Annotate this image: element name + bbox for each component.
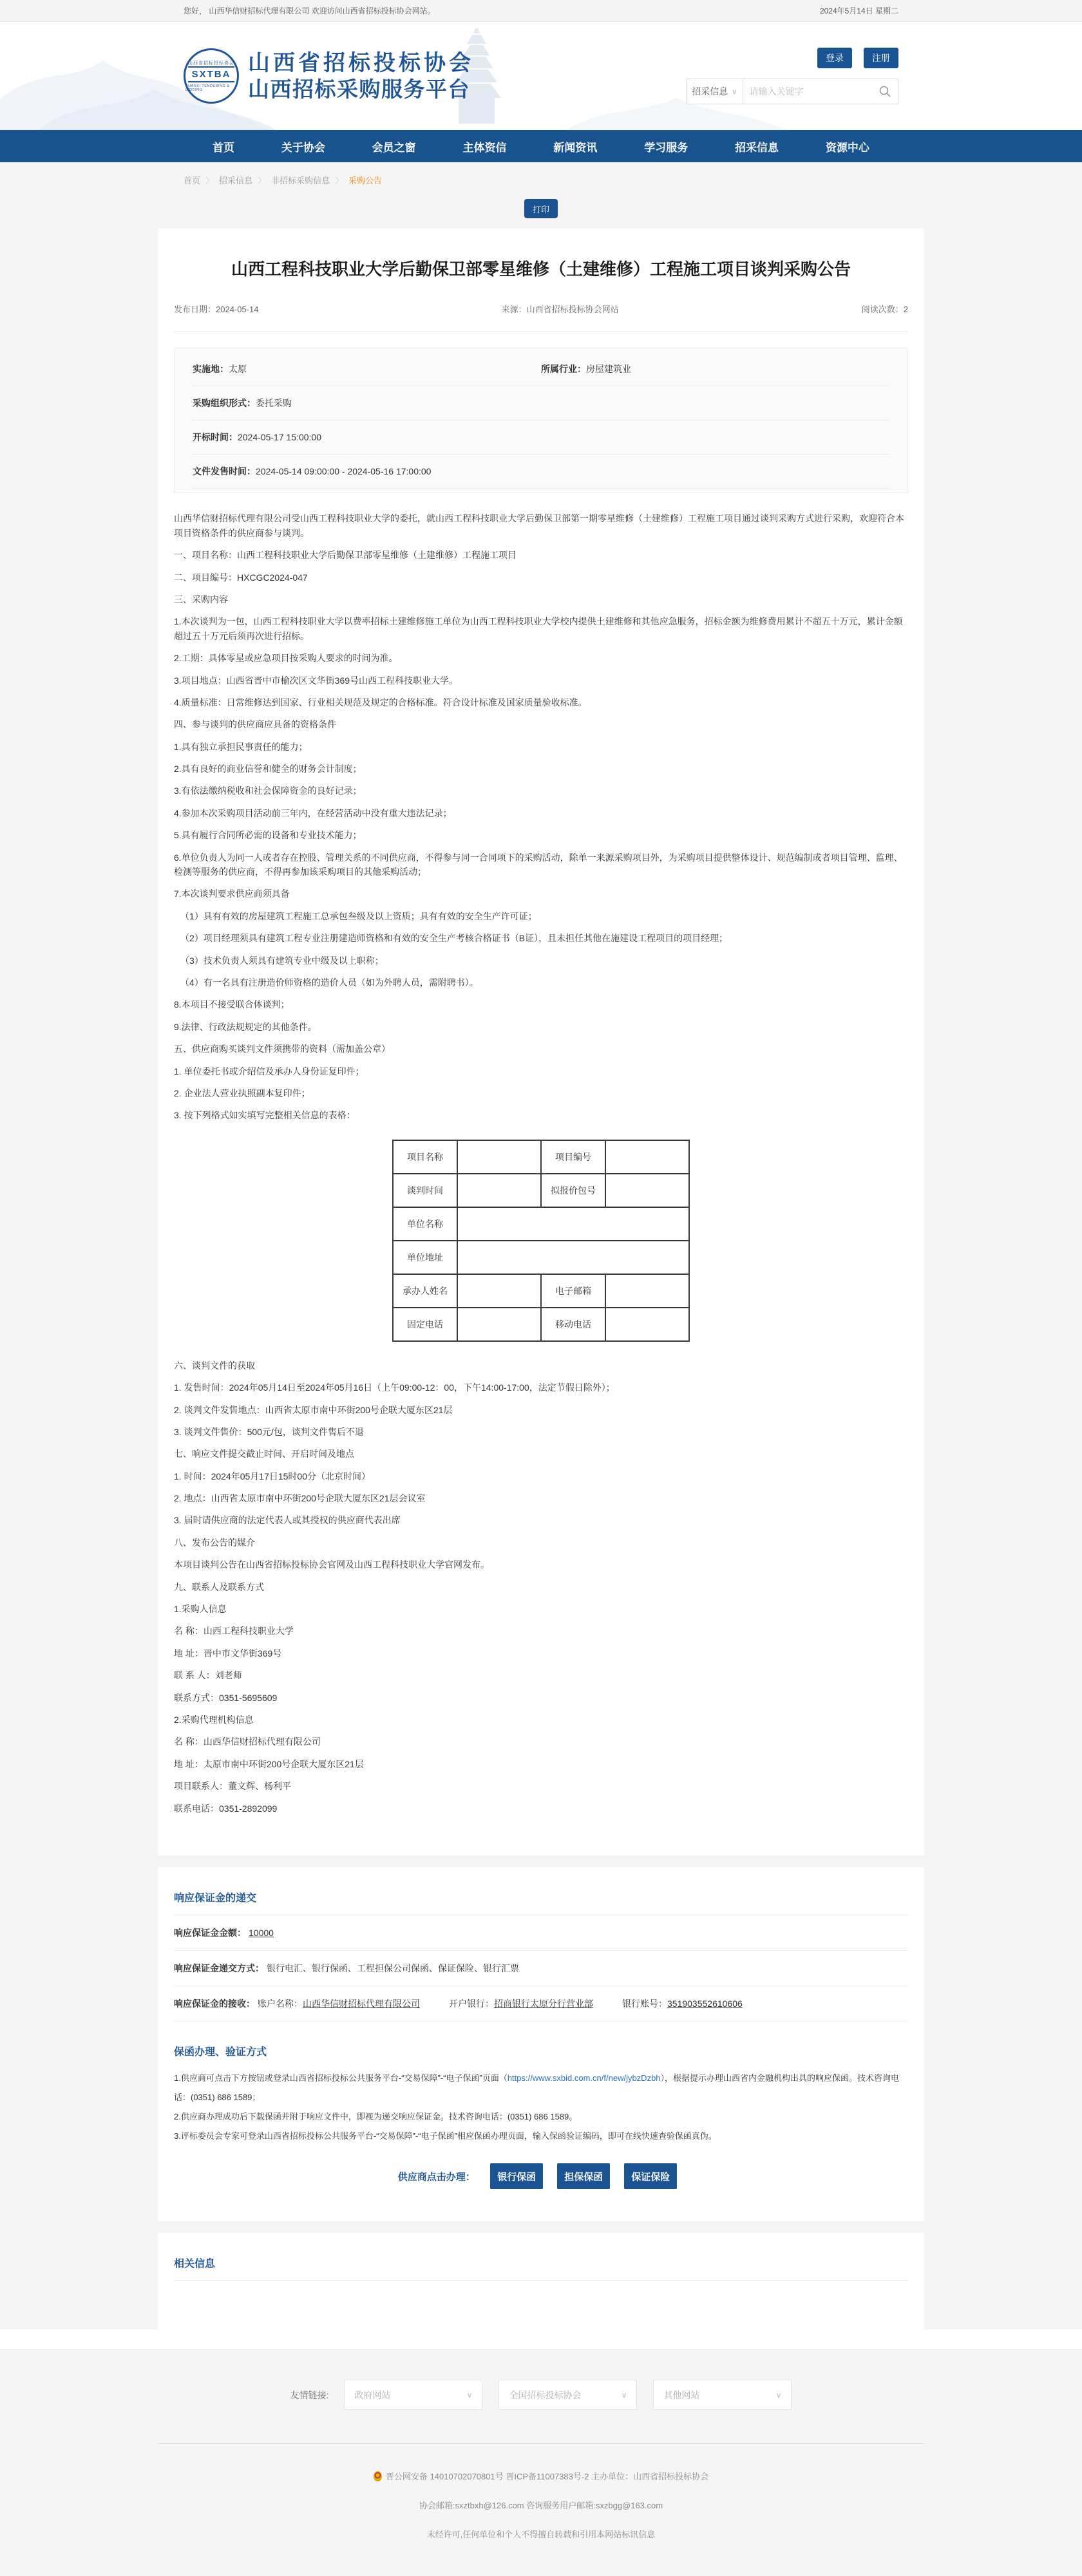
breadcrumb-separator: 〉 — [258, 176, 267, 185]
friend-link-select[interactable] — [344, 2380, 482, 2410]
body-paragraph: 联系方式：0351-5695609 — [174, 1692, 278, 1703]
info-cell — [193, 431, 889, 444]
guarantee-platform-link[interactable]: https://www.sxbid.com.cn/f/new/jybzDzbh — [507, 2073, 661, 2083]
breadcrumb-current: 采购公告 — [348, 176, 383, 185]
security-badge-icon — [374, 2471, 382, 2481]
body-paragraph: 1. 单位委托书或介绍信及承办人身份证复印件； — [174, 1066, 365, 1076]
table-label-cell: 拟报价包号 — [541, 1174, 605, 1207]
body-paragraph: 名 称：山西华信财招标代理有限公司 — [174, 1736, 321, 1747]
body-paragraph: 三、采购内容 — [174, 594, 228, 605]
guarantee-apply-button[interactable]: 银行保函 — [490, 2163, 543, 2189]
body-paragraph: 地 址：晋中市文华街369号 — [174, 1648, 282, 1659]
search-category-select[interactable] — [687, 79, 743, 104]
body-paragraph: 1.采购人信息 — [174, 1604, 227, 1615]
bond-row-value: 山西华信财招标代理有限公司 — [303, 1998, 420, 2009]
bond-row-value: 开户银行： — [449, 1998, 494, 2009]
table-label-cell: 电子邮箱 — [541, 1274, 605, 1308]
nav-item[interactable]: 资源中心 — [825, 141, 869, 154]
search-bar — [686, 79, 898, 104]
table-label-cell: 承办人姓名 — [393, 1274, 457, 1308]
nav-item[interactable]: 关于协会 — [281, 141, 325, 154]
info-label: 开标时间： — [193, 432, 238, 443]
body-paragraph: 八、发布公告的媒介 — [174, 1537, 255, 1548]
info-value: 太原 — [229, 364, 247, 375]
friend-link-select-label: 全国招标投标协会 — [509, 2389, 582, 2400]
info-value: 房屋建筑业 — [586, 364, 631, 375]
guarantee-section — [174, 2044, 908, 2190]
body-paragraph: （2）项目经理须具有建筑工程专业注册建造师资格和有效的安全生产考核合格证书（B证），且未担任其他在施建设工程项目的项目经理； — [180, 933, 728, 944]
body-paragraph: 本项目谈判公告在山西省招标投标协会官网及山西工程科技职业大学官网发布。 — [174, 1559, 489, 1570]
info-value: 委托采购 — [256, 398, 292, 409]
publish-date: 发布日期：2024-05-14 — [174, 305, 259, 315]
body-paragraph: 9.法律、行政法规规定的其他条件。 — [174, 1021, 317, 1032]
article-source: 来源：山西省招标投标协会网站 — [501, 305, 619, 315]
table-blank-cell — [457, 1140, 541, 1174]
guarantee-paragraph: 3.评标委员会专家可登录山西省招标投标公共服务平台-“交易保障”-“电子保函”相应保函办理页面，输入保函验证编码，即可在线快速查验保函真伪。 — [174, 2130, 717, 2141]
friend-links-label: 友情链接: — [290, 2389, 329, 2400]
table-label-cell: 项目名称 — [393, 1140, 457, 1174]
body-paragraph: 1.具有独立承担民事责任的能力； — [174, 741, 308, 752]
search-category-label: 招采信息 — [692, 86, 728, 97]
bond-row-label: 响应保证金金额： — [174, 1927, 246, 1938]
chevron-down-icon: ∨ — [621, 2390, 627, 2400]
table-row — [393, 1241, 689, 1274]
register-button[interactable]: 注册 — [864, 48, 898, 68]
body-paragraph: 5.具有履行合同所必需的设备和专业技术能力； — [174, 830, 362, 841]
body-paragraph: 山西华信财招标代理有限公司受山西工程科技职业大学的委托，就山西工程科技职业大学后勤保卫部第一期零星维修（土建维修）工程施工项目通过谈判采购方式进行采购，欢迎符合本项目资格条件的供应商参与谈判。 — [174, 513, 904, 538]
body-paragraph: 一、项目名称：山西工程科技职业大学后勤保卫部零星维修（土建维修）工程施工项目 — [174, 550, 517, 561]
footer-text-line: 晋公网安备 14010702070801号 晋ICP备11007383号-2 主办单位：山西省招标投标协会 — [0, 2470, 1082, 2482]
current-date: 2024年5月14日 星期二 — [819, 6, 898, 15]
info-cell — [193, 465, 889, 478]
body-paragraph: 3. 按下列格式如实填写完整相关信息的表格： — [174, 1110, 356, 1121]
nav-item[interactable]: 会员之窗 — [372, 141, 416, 154]
body-paragraph: 3. 届时请供应商的法定代表人或其授权的供应商代表出席 — [174, 1515, 401, 1526]
chevron-down-icon: ∨ — [732, 88, 737, 96]
body-paragraph: 六、谈判文件的获取 — [174, 1360, 255, 1371]
breadcrumb — [184, 162, 898, 191]
table-blank-cell — [457, 1207, 689, 1241]
info-row — [193, 420, 889, 455]
nav-item[interactable]: 招采信息 — [735, 141, 779, 154]
guarantee-apply-button[interactable]: 保证保险 — [624, 2163, 677, 2189]
table-label-cell: 单位名称 — [393, 1207, 457, 1241]
breadcrumb-link[interactable]: 首页 — [184, 176, 201, 185]
body-paragraph: 4.质量标准：日常维修达到国家、行业相关规范及规定的合格标准。符合设计标准及国家质量验收标准。 — [174, 697, 587, 708]
guarantee-paragraph: 1.供应商可点击下方按钮或登录山西省招标投标公共服务平台-“交易保障”-“电子保函”页面（https://www.sxbid.com.cn/f/new/jybzDzbh），根据提示办理山西省内金融机构出具的响应保函。技术咨询电话：(0351) 686 1589； — [174, 2073, 900, 2102]
bond-row — [174, 1951, 908, 1986]
site-name-line2: 山西招标采购服务平台 — [248, 77, 470, 101]
guarantee-apply-button[interactable]: 担保保函 — [557, 2163, 610, 2189]
bond-row-label: 响应保证金的接收： — [174, 1998, 255, 2009]
body-paragraph: （4）有一名具有注册造价师资格的造价人员（如为外聘人员，需附聘书）。 — [180, 977, 479, 988]
supplier-info-form-table — [392, 1140, 690, 1342]
body-paragraph: 1.本次谈判为一包，山西工程科技职业大学以费率招标土建维修施工单位为山西工程科技职业大学校内提供土建维修和其他应急服务，招标金额为维修费用累计不超五十万元，累计金额超过五十万元后须再次进行招标。 — [174, 616, 903, 641]
nav-item[interactable]: 主体资信 — [462, 141, 507, 154]
login-button[interactable]: 登录 — [817, 48, 852, 68]
info-label: 所属行业： — [541, 364, 586, 375]
table-row — [393, 1174, 689, 1207]
bond-row-value: 10000 — [249, 1927, 274, 1938]
table-label-cell: 固定电话 — [393, 1308, 457, 1341]
body-paragraph: 2.采购代理机构信息 — [174, 1714, 254, 1725]
footer-text-line: 协会邮箱:sxztbxh@126.com 咨询服务用户邮箱:sxzbgg@163.com — [419, 2501, 663, 2511]
body-paragraph: 2.工期：具体零星或应急项目按采购人要求的时间为准。 — [174, 653, 398, 664]
project-info-box — [174, 348, 908, 493]
body-paragraph: 四、参与谈判的供应商应具备的资格条件 — [174, 719, 336, 730]
guarantee-section-title: 保函办理、验证方式 — [174, 2046, 267, 2058]
body-paragraph: 2. 企业法人营业执照副本复印件； — [174, 1087, 310, 1098]
announcement-card — [158, 229, 924, 1856]
bond-row-value: 银行电汇、银行保函、工程担保公司保函、保证保险、银行汇票 — [267, 1962, 519, 1973]
body-paragraph: 2. 谈判文件发售地点：山西省太原市南中环街200号企联大厦东区21层 — [174, 1404, 453, 1415]
body-paragraph: 名 称：山西工程科技职业大学 — [174, 1626, 294, 1637]
bond-row-value: 银行账号： — [622, 1998, 667, 2009]
table-label-cell: 项目编号 — [541, 1140, 605, 1174]
info-label: 文件发售时间： — [193, 466, 256, 477]
table-row — [393, 1308, 689, 1341]
info-label: 采购组织形式： — [193, 398, 256, 409]
nav-item[interactable]: 新闻资讯 — [553, 141, 598, 154]
bond-row-value: 账户名称： — [258, 1998, 303, 2009]
body-paragraph: 3.项目地点：山西省晋中市榆次区文华街369号山西工程科技职业大学。 — [174, 675, 459, 686]
body-paragraph: 3. 谈判文件售价：500元/包，谈判文件售后不退 — [174, 1426, 364, 1437]
body-paragraph: 联系电话：0351-2892099 — [174, 1803, 278, 1814]
chevron-down-icon: ∨ — [466, 2390, 473, 2400]
breadcrumb-separator: 〉 — [205, 176, 214, 185]
body-paragraph: 2. 地点：山西省太原市南中环街200号企联大厦东区21层会议室 — [174, 1493, 426, 1504]
print-button[interactable]: 打印 — [524, 199, 558, 218]
body-paragraph: 6.单位负责人为同一人或者存在控股、管理关系的不同供应商，不得参与同一合同项下的采购活动，除单一来源采购项目外，为采购项目提供整体设计、规范编制或者项目管理、监理、检测等服务的供应商，不得再参加该采购项目的其他采购活动； — [174, 852, 903, 878]
article-body — [174, 511, 908, 1816]
info-value: 2024-05-17 15:00:00 — [238, 432, 321, 443]
welcome-text: 您好， 山西华信财招标代理有限公司 欢迎访问山西省招标投标协会网站。 — [184, 6, 435, 15]
related-section-title: 相关信息 — [174, 2259, 216, 2270]
body-paragraph: 7.本次谈判要求供应商须具备 — [174, 888, 290, 899]
table-row — [393, 1274, 689, 1308]
top-bar — [0, 0, 1082, 22]
related-info-card — [158, 2233, 924, 2329]
bond-row-value: 351903552610606 — [667, 1998, 743, 2009]
main-nav — [0, 130, 1082, 162]
bond-row — [174, 1986, 908, 2022]
body-paragraph: （1）具有有效的房屋建筑工程施工总承包叁级及以上资质；具有有效的安全生产许可证； — [180, 910, 537, 921]
nav-item[interactable]: 首页 — [213, 141, 234, 154]
body-paragraph: 五、供应商购买谈判文件须携带的资料（需加盖公章） — [174, 1044, 390, 1055]
bond-row-value: 招商银行太原分行营业部 — [494, 1998, 593, 2009]
footer-text-line: 未经许可,任何单位和个人不得擅自转载和引用本网站标讯信息 — [426, 2530, 656, 2540]
body-paragraph: 2.具有良好的商业信誉和健全的财务会计制度； — [174, 764, 362, 775]
article-meta — [174, 303, 908, 332]
body-paragraph: 1. 时间：2024年05月17日15时00分（北京时间） — [174, 1471, 370, 1481]
search-button[interactable] — [873, 79, 898, 104]
site-footer — [0, 2350, 1082, 2576]
table-row — [393, 1140, 689, 1174]
nav-item[interactable]: 学习服务 — [644, 141, 688, 154]
site-header — [0, 22, 1082, 130]
bond-row-label: 响应保证金递交方式： — [174, 1962, 264, 1973]
breadcrumb-separator: 〉 — [335, 176, 344, 185]
table-row — [393, 1207, 689, 1241]
table-blank-cell — [605, 1308, 689, 1341]
friend-link-select-label: 政府网站 — [354, 2389, 391, 2400]
bond-card — [158, 1867, 924, 2222]
body-paragraph: 二、项目编号：HXCGC2024-047 — [174, 572, 308, 583]
body-paragraph: （3）技术负责人须具有建筑专业中级及以上职称； — [180, 955, 384, 966]
divider — [174, 2280, 908, 2281]
view-count: 阅读次数：2 — [861, 305, 908, 315]
content-footer-strip — [0, 2329, 1082, 2350]
friend-link-select[interactable] — [653, 2380, 792, 2410]
table-blank-cell — [457, 1308, 541, 1341]
association-logo-icon — [184, 48, 239, 104]
info-cell — [193, 362, 541, 375]
friend-link-select-label: 其他网站 — [663, 2389, 700, 2400]
bond-section-title: 响应保证金的递交 — [174, 1892, 257, 1904]
info-row — [193, 352, 889, 386]
table-label-cell: 谈判时间 — [393, 1174, 457, 1207]
table-label-cell: 移动电话 — [541, 1308, 605, 1341]
body-paragraph: 4.参加本次采购项目活动前三年内，在经营活动中没有重大违法记录； — [174, 807, 452, 818]
info-row — [193, 455, 889, 489]
logo-arc-top-text: 山西省招标投标协会 — [188, 61, 234, 66]
bond-row — [174, 1915, 908, 1951]
body-paragraph: 九、联系人及联系方式 — [174, 1581, 264, 1592]
body-paragraph: 8.本项目不接受联合体谈判； — [174, 999, 290, 1010]
body-paragraph: 联 系 人：刘老师 — [174, 1670, 242, 1681]
table-blank-cell — [605, 1274, 689, 1308]
friend-link-select[interactable] — [498, 2380, 637, 2410]
table-blank-cell — [605, 1174, 689, 1207]
body-paragraph: 地 址：太原市南中环街200号企联大厦东区21层 — [174, 1758, 364, 1769]
info-value: 2024-05-14 09:00:00 - 2024-05-16 17:00:00 — [256, 466, 432, 477]
info-cell — [541, 362, 889, 375]
table-blank-cell — [605, 1140, 689, 1174]
logo-arc-bottom-text: SHANXI TENDERING & BIDDING — [185, 84, 230, 92]
search-input[interactable] — [743, 79, 873, 104]
info-cell — [193, 397, 889, 409]
logo-badge-text: SXTBA — [188, 66, 235, 82]
table-blank-cell — [457, 1274, 541, 1308]
site-name-line1: 山西省招标投标协会 — [248, 50, 474, 75]
page-title: 山西工程科技职业大学后勤保卫部零星维修（土建维修）工程施工项目谈判采购公告 — [231, 259, 851, 279]
body-paragraph: 七、响应文件提交截止时间、开启时间及地点 — [174, 1449, 354, 1460]
search-icon — [878, 85, 891, 98]
body-paragraph: 项目联系人：董文辉、杨利平 — [174, 1781, 291, 1792]
table-blank-cell — [457, 1174, 541, 1207]
site-logo[interactable] — [184, 48, 474, 104]
info-label: 实施地： — [193, 364, 229, 375]
table-blank-cell — [457, 1241, 689, 1274]
chevron-down-icon: ∨ — [775, 2390, 782, 2400]
breadcrumb-link[interactable]: 招采信息 — [219, 176, 253, 185]
body-paragraph: 1. 发售时间：2024年05月14日至2024年05月16日（上午09:00-12：00，下午14:00-17:00，法定节假日除外）； — [174, 1382, 615, 1393]
table-label-cell: 单位地址 — [393, 1241, 457, 1274]
body-paragraph: 3.有依法缴纳税收和社会保障资金的良好记录； — [174, 785, 362, 796]
breadcrumb-link[interactable]: 非招标采购信息 — [271, 176, 330, 185]
guarantee-paragraph: 2.供应商办理成功后下载保函并附于响应文件中，即视为递交响应保证金。技术咨询电话：(0351) 686 1589。 — [174, 2111, 578, 2121]
guarantee-cta-label: 供应商点击办理： — [397, 2171, 475, 2183]
info-row — [193, 386, 889, 420]
